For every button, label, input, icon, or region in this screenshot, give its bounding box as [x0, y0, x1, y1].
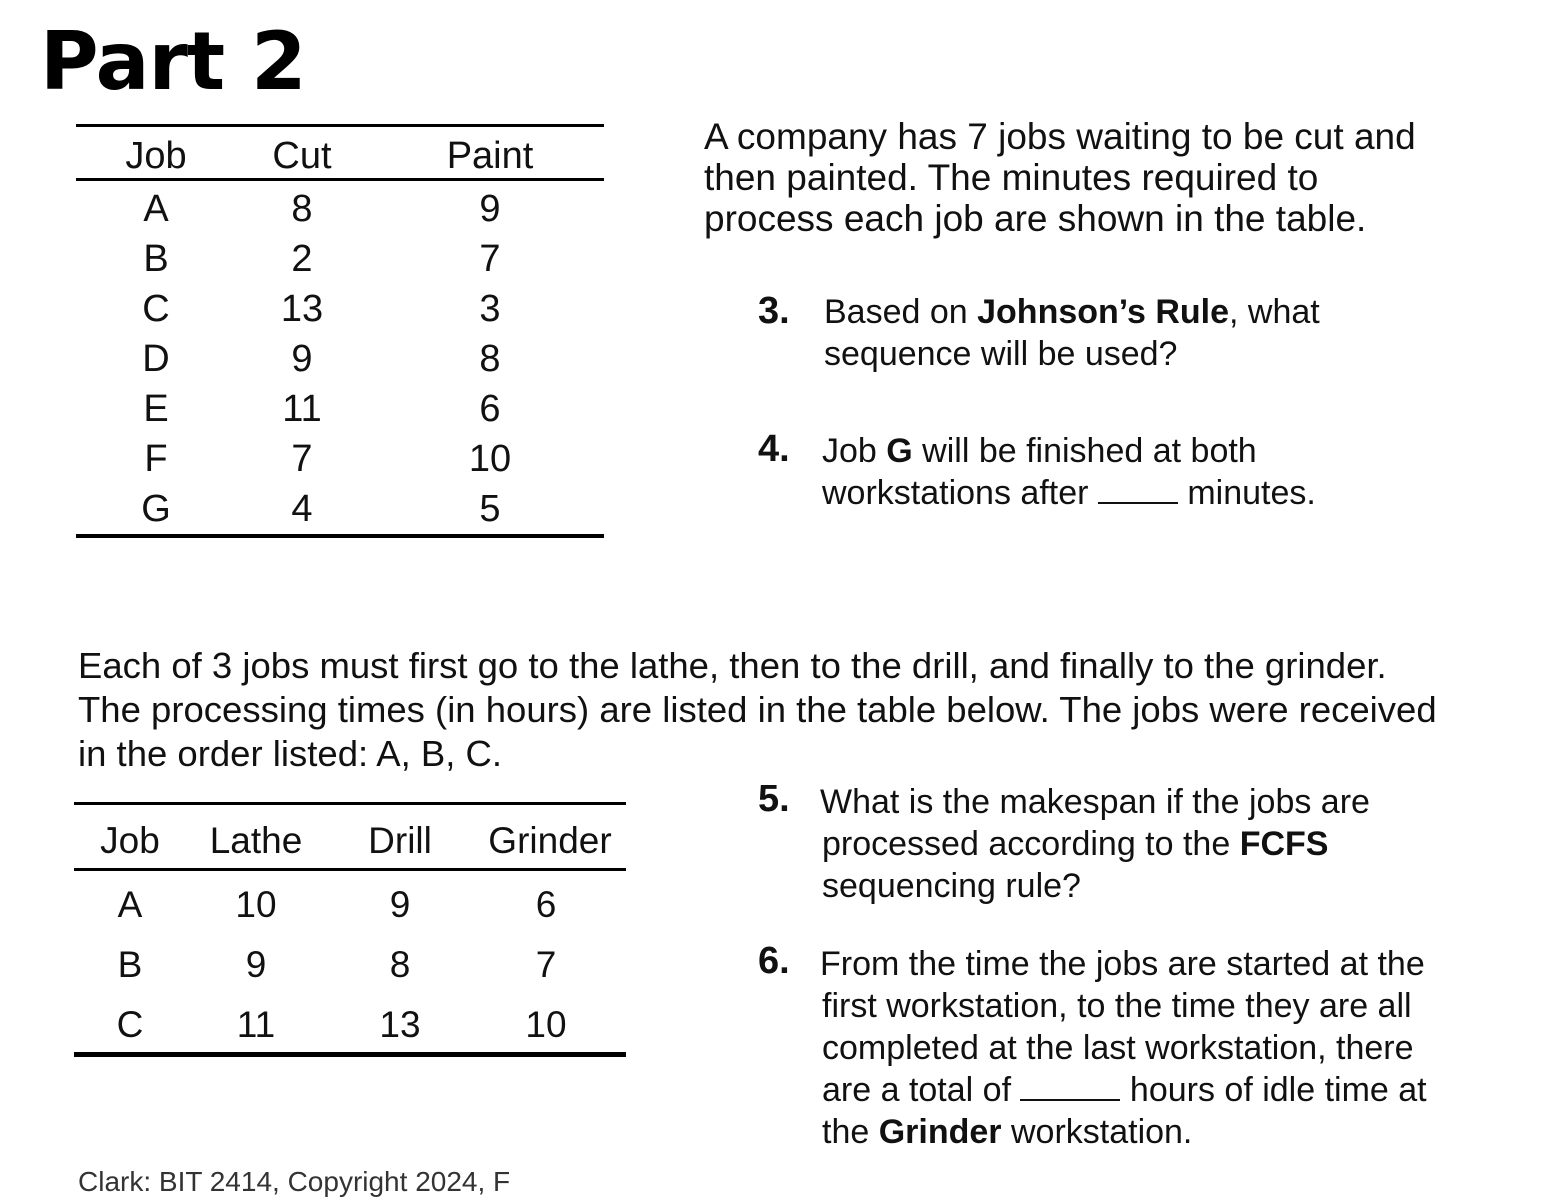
- question-3-number: 3.: [758, 290, 790, 332]
- q4-line2-pre: workstations after: [822, 474, 1098, 512]
- intro-line: A company has 7 jobs waiting to be cut and: [704, 116, 1416, 157]
- table-top-rule: [76, 124, 604, 127]
- question-3-text: [824, 291, 1320, 375]
- header-job: Job: [125, 135, 187, 177]
- table-cell: 13: [280, 288, 324, 330]
- page-title: Part 2: [40, 15, 306, 108]
- table-cell: C: [142, 288, 170, 330]
- question-4-number: 4.: [758, 428, 790, 470]
- table-cell: 7: [535, 944, 557, 985]
- table-cell: 4: [291, 488, 313, 530]
- q6-line5-pre: the: [822, 1113, 879, 1151]
- table-cell: F: [144, 438, 168, 480]
- table-cell: 6: [535, 884, 557, 925]
- q5-line2-pre: processed according to the: [822, 825, 1240, 863]
- table-cell: 9: [479, 188, 501, 230]
- table-header-rule: [76, 178, 604, 181]
- table-cell: G: [141, 488, 171, 530]
- table-cell: A: [117, 884, 143, 925]
- table-bottom-rule: [76, 534, 604, 538]
- header-paint: Paint: [446, 135, 534, 177]
- table-cell: 11: [236, 1004, 276, 1045]
- table-cell: C: [116, 1004, 144, 1045]
- q5-line-1: What is the makespan if the jobs are: [820, 783, 1370, 821]
- table-bottom-rule: [74, 1052, 626, 1057]
- header-job: Job: [100, 820, 160, 861]
- table-cell: 10: [468, 438, 512, 480]
- answer-blank[interactable]: [1098, 474, 1178, 504]
- intro-paragraph-2: [78, 644, 1437, 776]
- q3-line-2: sequence will be used?: [824, 335, 1178, 373]
- intro-line: Each of 3 jobs must first go to the lathe, then to the drill, and finally to the grinder.: [78, 645, 1387, 686]
- grinder-term: Grinder: [878, 1113, 1002, 1151]
- table-cell: D: [142, 338, 170, 380]
- q5-line-3: sequencing rule?: [822, 867, 1081, 905]
- q6-line-1: From the time the jobs are started at the: [820, 945, 1425, 983]
- q4-text-post: will be finished at both: [912, 432, 1257, 470]
- header-drill: Drill: [368, 820, 432, 861]
- intro-line: in the order listed: A, B, C.: [78, 733, 503, 774]
- header-cut: Cut: [272, 135, 332, 177]
- table-cell: E: [143, 388, 169, 430]
- q3-text-pre: Based on: [824, 293, 978, 331]
- table-cell: 7: [479, 238, 501, 280]
- q6-line4-pre: are a total of: [822, 1071, 1021, 1109]
- intro-line: then painted. The minutes required to: [704, 157, 1319, 198]
- question-5-number: 5.: [758, 778, 790, 820]
- table-cell: 2: [291, 238, 313, 280]
- question-6-number: 6.: [758, 940, 790, 982]
- q6-line-3: completed at the last workstation, there: [822, 1029, 1414, 1067]
- table-cell: 13: [379, 1004, 421, 1045]
- table-cell: B: [117, 944, 143, 985]
- table-cell: 8: [291, 188, 313, 230]
- table-cell: 8: [479, 338, 501, 380]
- table-cell: 8: [389, 944, 411, 985]
- table-cell: 5: [479, 488, 501, 530]
- table-cell: B: [143, 238, 169, 280]
- q3-text-post: , what: [1229, 293, 1320, 331]
- header-grinder: Grinder: [488, 820, 612, 861]
- question-6-text: [820, 943, 1427, 1153]
- fcfs-term: FCFS: [1239, 825, 1329, 863]
- johnsons-rule-term: Johnson’s Rule: [977, 293, 1230, 331]
- table-header-rule: [74, 868, 626, 871]
- table-cell: 9: [389, 884, 411, 925]
- q4-line2-post: minutes.: [1177, 474, 1316, 512]
- answer-blank[interactable]: [1020, 1071, 1120, 1101]
- table-cell: A: [143, 188, 169, 230]
- header-lathe: Lathe: [209, 820, 303, 861]
- question-5-text: [820, 781, 1370, 907]
- table-cell: 7: [291, 438, 313, 480]
- page-footer: Clark: BIT 2414, Copyright 2024, F: [78, 1166, 511, 1197]
- table-cell: 3: [479, 288, 501, 330]
- table-top-rule: [74, 802, 626, 805]
- q4-text-pre: Job: [822, 432, 887, 470]
- job-g-term: G: [886, 432, 913, 470]
- table-cell: 10: [525, 1004, 567, 1045]
- intro-paragraph-1: [704, 116, 1416, 239]
- table-cell: 11: [282, 388, 322, 430]
- q6-line5-post: workstation.: [1001, 1113, 1193, 1151]
- intro-line: process each job are shown in the table.: [704, 198, 1367, 239]
- intro-line: The processing times (in hours) are listed in the table below. The jobs were received: [78, 689, 1437, 730]
- q6-line-2: first workstation, to the time they are all: [822, 987, 1412, 1025]
- table-cell: 9: [245, 944, 267, 985]
- table-cell: 6: [479, 388, 501, 430]
- q6-line4-post: hours of idle time at: [1120, 1071, 1427, 1109]
- table-cell: 9: [291, 338, 313, 380]
- table-cell: 10: [235, 884, 277, 925]
- question-4-text: [822, 430, 1316, 514]
